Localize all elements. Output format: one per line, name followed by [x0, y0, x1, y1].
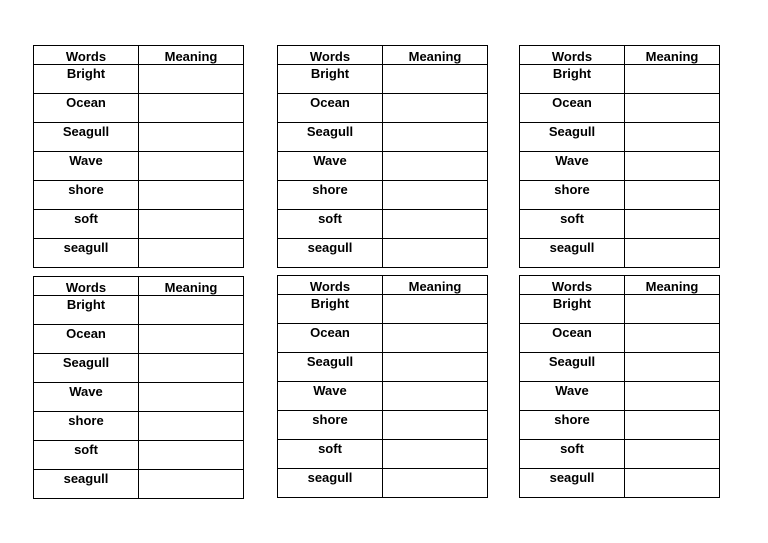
word-cell: Seagull	[520, 123, 625, 152]
word-cell: Wave	[278, 152, 383, 181]
word-cell: Ocean	[278, 324, 383, 353]
table-row	[278, 152, 488, 181]
table-row	[34, 152, 244, 181]
meaning-column-header: Meaning	[139, 46, 244, 65]
word-cell: soft	[34, 210, 139, 239]
table-row	[34, 123, 244, 152]
meaning-cell[interactable]	[383, 382, 488, 411]
table-row	[520, 239, 720, 268]
words-column-header: Words	[278, 46, 383, 65]
meaning-cell[interactable]	[383, 210, 488, 239]
table-row	[520, 324, 720, 353]
meaning-cell[interactable]	[139, 296, 244, 325]
word-cell: Bright	[520, 295, 625, 324]
word-cell: Seagull	[278, 123, 383, 152]
table-row	[520, 411, 720, 440]
meaning-column-header: Meaning	[383, 46, 488, 65]
word-cell: Ocean	[34, 94, 139, 123]
meaning-cell[interactable]	[139, 412, 244, 441]
table-row	[520, 94, 720, 123]
word-cell: Seagull	[278, 353, 383, 382]
word-cell: Bright	[278, 295, 383, 324]
table-row	[34, 296, 244, 325]
word-cell: seagull	[520, 469, 625, 498]
word-cell: Bright	[278, 65, 383, 94]
table-row	[278, 65, 488, 94]
meaning-cell[interactable]	[383, 181, 488, 210]
word-cell: shore	[520, 411, 625, 440]
table-row	[278, 353, 488, 382]
meaning-cell[interactable]	[625, 181, 720, 210]
vocab-table-2	[277, 45, 488, 268]
table-row	[34, 239, 244, 268]
vocab-table-6	[519, 275, 720, 498]
meaning-cell[interactable]	[625, 411, 720, 440]
words-column-header: Words	[34, 46, 139, 65]
meaning-cell[interactable]	[383, 94, 488, 123]
meaning-cell[interactable]	[383, 324, 488, 353]
table-row	[34, 354, 244, 383]
word-cell: shore	[34, 412, 139, 441]
table-header-row	[278, 276, 488, 295]
words-column-header: Words	[34, 277, 139, 296]
table-row	[520, 210, 720, 239]
meaning-cell[interactable]	[625, 353, 720, 382]
meaning-cell[interactable]	[625, 239, 720, 268]
meaning-cell[interactable]	[625, 295, 720, 324]
meaning-column-header: Meaning	[383, 276, 488, 295]
table-header-row	[278, 46, 488, 65]
words-column-header: Words	[278, 276, 383, 295]
meaning-cell[interactable]	[139, 441, 244, 470]
word-cell: Wave	[520, 152, 625, 181]
meaning-cell[interactable]	[625, 152, 720, 181]
table-row	[278, 94, 488, 123]
word-cell: shore	[278, 181, 383, 210]
table-row	[278, 324, 488, 353]
word-cell: Seagull	[34, 123, 139, 152]
table-row	[520, 469, 720, 498]
word-cell: Wave	[278, 382, 383, 411]
meaning-cell[interactable]	[625, 469, 720, 498]
word-cell: seagull	[520, 239, 625, 268]
word-cell: Wave	[520, 382, 625, 411]
table-row	[278, 181, 488, 210]
table-row	[520, 152, 720, 181]
table-row	[278, 411, 488, 440]
table-row	[520, 382, 720, 411]
meaning-cell[interactable]	[625, 94, 720, 123]
table-row	[34, 325, 244, 354]
table-row	[520, 353, 720, 382]
table-header-row	[34, 46, 244, 65]
table-row	[520, 181, 720, 210]
word-cell: Bright	[520, 65, 625, 94]
meaning-cell[interactable]	[139, 152, 244, 181]
table-row	[520, 65, 720, 94]
meaning-cell[interactable]	[625, 123, 720, 152]
table-row	[520, 295, 720, 324]
meaning-cell[interactable]	[383, 152, 488, 181]
word-cell: Seagull	[34, 354, 139, 383]
table-row	[34, 181, 244, 210]
table-row	[34, 470, 244, 499]
table-row	[278, 440, 488, 469]
word-cell: Ocean	[34, 325, 139, 354]
vocab-table-5	[277, 275, 488, 498]
table-row	[278, 210, 488, 239]
word-cell: shore	[520, 181, 625, 210]
meaning-cell[interactable]	[383, 65, 488, 94]
table-row	[34, 383, 244, 412]
meaning-column-header: Meaning	[625, 46, 720, 65]
table-row	[278, 239, 488, 268]
word-cell: soft	[278, 440, 383, 469]
word-cell: soft	[520, 210, 625, 239]
meaning-cell[interactable]	[383, 469, 488, 498]
word-cell: Wave	[34, 152, 139, 181]
meaning-cell[interactable]	[139, 181, 244, 210]
vocab-table-4	[33, 276, 244, 499]
word-cell: seagull	[34, 470, 139, 499]
table-row	[34, 441, 244, 470]
word-cell: Ocean	[278, 94, 383, 123]
meaning-cell[interactable]	[139, 239, 244, 268]
word-cell: soft	[520, 440, 625, 469]
word-cell: Seagull	[520, 353, 625, 382]
vocab-table-3	[519, 45, 720, 268]
word-cell: soft	[34, 441, 139, 470]
word-cell: seagull	[34, 239, 139, 268]
meaning-cell[interactable]	[383, 295, 488, 324]
meaning-column-header: Meaning	[625, 276, 720, 295]
meaning-cell[interactable]	[625, 440, 720, 469]
word-cell: Wave	[34, 383, 139, 412]
meaning-cell[interactable]	[625, 382, 720, 411]
word-cell: Bright	[34, 65, 139, 94]
meaning-cell[interactable]	[139, 65, 244, 94]
meaning-cell[interactable]	[139, 123, 244, 152]
meaning-cell[interactable]	[139, 470, 244, 499]
table-row	[34, 210, 244, 239]
meaning-cell[interactable]	[625, 210, 720, 239]
meaning-cell[interactable]	[383, 353, 488, 382]
meaning-cell[interactable]	[139, 210, 244, 239]
meaning-cell[interactable]	[139, 354, 244, 383]
table-row	[278, 382, 488, 411]
vocab-table-1	[33, 45, 244, 268]
table-row	[278, 295, 488, 324]
meaning-cell[interactable]	[383, 239, 488, 268]
meaning-cell[interactable]	[139, 94, 244, 123]
word-cell: soft	[278, 210, 383, 239]
meaning-cell[interactable]	[625, 65, 720, 94]
meaning-cell[interactable]	[383, 411, 488, 440]
word-cell: seagull	[278, 239, 383, 268]
table-row	[278, 123, 488, 152]
meaning-cell[interactable]	[139, 383, 244, 412]
word-cell: Ocean	[520, 324, 625, 353]
table-row	[34, 412, 244, 441]
meaning-cell[interactable]	[383, 440, 488, 469]
table-row	[520, 123, 720, 152]
table-header-row	[520, 276, 720, 295]
meaning-column-header: Meaning	[139, 277, 244, 296]
word-cell: shore	[34, 181, 139, 210]
meaning-cell[interactable]	[139, 325, 244, 354]
meaning-cell[interactable]	[625, 324, 720, 353]
word-cell: Bright	[34, 296, 139, 325]
table-row	[278, 469, 488, 498]
table-row	[34, 65, 244, 94]
word-cell: shore	[278, 411, 383, 440]
table-header-row	[34, 277, 244, 296]
table-row	[34, 94, 244, 123]
words-column-header: Words	[520, 276, 625, 295]
word-cell: Ocean	[520, 94, 625, 123]
table-row	[520, 440, 720, 469]
meaning-cell[interactable]	[383, 123, 488, 152]
table-header-row	[520, 46, 720, 65]
words-column-header: Words	[520, 46, 625, 65]
word-cell: seagull	[278, 469, 383, 498]
